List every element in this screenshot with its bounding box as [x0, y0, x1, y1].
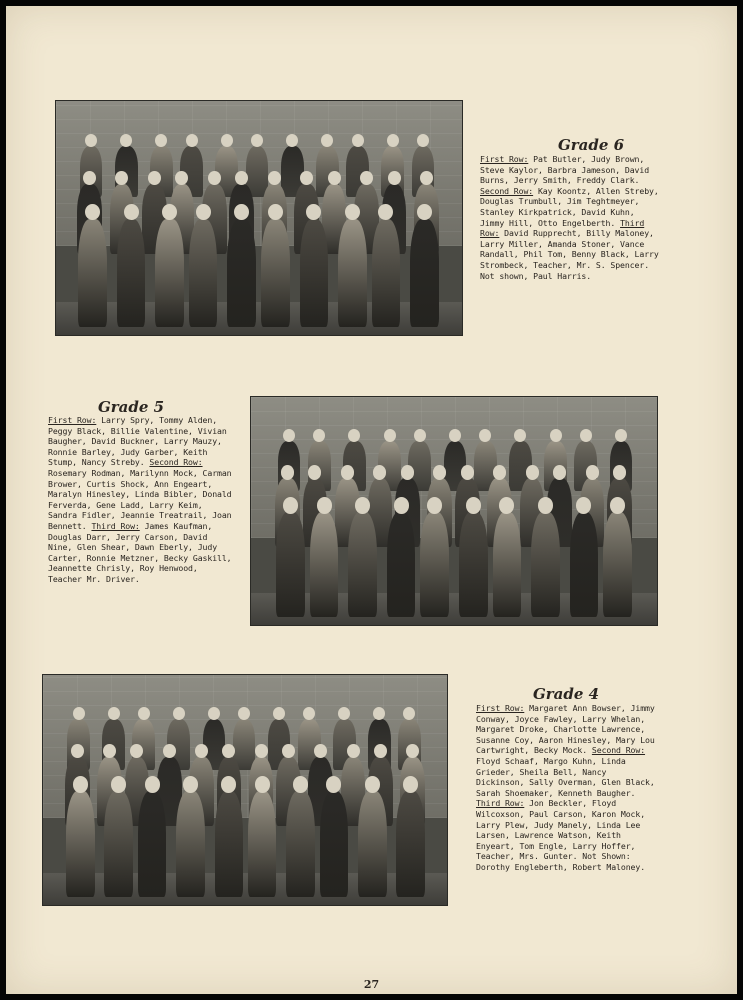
student-figure [117, 219, 146, 327]
student-figure [261, 219, 290, 327]
student-head [163, 744, 176, 758]
student-figure [227, 219, 256, 327]
student-figure [320, 791, 349, 897]
student-head [71, 744, 84, 758]
student-head [586, 465, 599, 479]
student-head [111, 776, 126, 793]
student-figure [78, 219, 107, 327]
student-figure [215, 791, 244, 897]
page-number: 27 [363, 978, 380, 991]
student-figure [410, 219, 439, 327]
student-figure [176, 791, 205, 897]
student-head [281, 465, 294, 479]
student-head [433, 465, 446, 479]
student-head [120, 134, 132, 147]
student-figure [104, 791, 133, 897]
student-head [186, 134, 198, 147]
student-head [461, 465, 474, 479]
student-head [417, 134, 429, 147]
student-head [374, 744, 387, 758]
student-head [283, 429, 295, 442]
grade6-caption: First Row: Pat Butler, Judy Brown, Steve Kaylor, Barbra Jameson, David Burns, Jerry Smith, Freddy Clark. Second Row: Kay Koontz, Allen Streby, Douglas Trumbull, Jim Teghtmeyer, Stanley Kirkpatrick, David Kuhn, Jimmy Hill, Otto Engelberth. Third Row: David Rupprecht, Billy Maloney, Larry Miller, Amanda Stoner, Vance Randall, Phil Tom, Benny Black, Larry Strombeck, Teacher, Mr. S. Spencer. Not shown, Paul Harris. [480, 154, 659, 281]
student-figure [531, 512, 560, 617]
student-head [394, 497, 409, 514]
grade4-class-photo [42, 674, 448, 906]
student-figure [420, 512, 449, 617]
student-head [286, 134, 298, 147]
student-head [384, 429, 396, 442]
student-head [124, 204, 139, 221]
student-head [414, 429, 426, 442]
student-figure [66, 791, 95, 897]
student-head [251, 134, 263, 147]
student-figure [338, 219, 367, 327]
student-head [293, 776, 308, 793]
student-figure [248, 791, 277, 897]
student-head [610, 497, 625, 514]
student-figure [348, 512, 377, 617]
student-head [538, 497, 553, 514]
student-head [73, 707, 85, 720]
student-head [255, 744, 268, 758]
student-head [365, 776, 380, 793]
student-head [221, 776, 236, 793]
student-head [449, 429, 461, 442]
student-head [550, 429, 562, 442]
student-head [73, 776, 88, 793]
student-head [387, 134, 399, 147]
student-figure [493, 512, 522, 617]
student-figure [155, 219, 184, 327]
student-figure [387, 512, 416, 617]
student-head [145, 776, 160, 793]
student-figure [372, 219, 401, 327]
student-head [328, 171, 341, 185]
student-head [466, 497, 481, 514]
student-head [526, 465, 539, 479]
student-head [401, 465, 414, 479]
student-head [221, 134, 233, 147]
student-head [427, 497, 442, 514]
student-head [255, 776, 270, 793]
student-figure [459, 512, 488, 617]
grade5-caption: First Row: Larry Spry, Tommy Alden, Peggy Black, Billie Valentine, Vivian Baugher, David Buckner, Larry Mauzy, Ronnie Barley, Judy Garber, Keith Stump, Nancy Streby. Second Row: Rosemary Rodman, Marilynn Mock, Carman Brower, Curtis Shock, Ann Engeart, Maralyn Hinesley, Linda Bibler, Donald Ferverda, Gene Ladd, Larry Keim, Sandra Fidler, Jeannie Treatrail, Joan Bennett. Third Row: James Kaufman, Douglas Darr, Jerry Carson, David Nine, Glen Shear, Dawn Eberly, Judy Carter, Ronnie Metzner, Becky Gaskill, Jeannette Chrisly, Roy Henwood, Teacher Mr. Driver. [48, 415, 232, 584]
student-head [341, 465, 354, 479]
student-figure [138, 791, 167, 897]
student-head [388, 171, 401, 185]
student-head [347, 744, 360, 758]
student-figure [570, 512, 599, 617]
student-head [580, 429, 592, 442]
student-figure [603, 512, 632, 617]
student-head [317, 497, 332, 514]
student-head [196, 204, 211, 221]
student-head [403, 776, 418, 793]
student-head [268, 204, 283, 221]
student-figure [189, 219, 218, 327]
student-head [183, 776, 198, 793]
student-head [108, 707, 120, 720]
student-head [355, 497, 370, 514]
grade4-title: Grade 4 [532, 685, 600, 703]
student-figure [358, 791, 387, 897]
grade4-caption: First Row: Margaret Ann Bowser, Jimmy Conway, Joyce Fawley, Larry Whelan, Margaret Droke, Charlotte Lawrence, Susanne Coy, Aaron Hinesley, Mary Lou Cartwright, Becky Mock. Second Row: Floyd Schaaf, Margo Kuhn, Linda Grieder, Sheila Bell, Nancy Dickinson, Sally Overman, Glen Black, Sarah Shoemaker, Kenneth Baugher. Third Row: Jon Beckler, Floyd Wilcoxson, Paul Carson, Karon Mock, Larry Plew, Judy Manely, Linda Lee Larsen, Lawrence Watson, Keith Enyeart, Tom Engle, Larry Hoffer, Teacher, Mrs. Gunter. Not Shown: Dorothy Engleberth, Robert Maloney. [476, 703, 655, 872]
grade6-class-photo [55, 100, 463, 336]
student-figure [300, 219, 329, 327]
student-figure [276, 512, 305, 617]
student-head [553, 465, 566, 479]
grade6-title: Grade 6 [557, 136, 625, 154]
student-figure [286, 791, 315, 897]
student-head [613, 465, 626, 479]
yearbook-page [6, 6, 737, 994]
student-head [85, 134, 97, 147]
student-figure [396, 791, 425, 897]
student-head [493, 465, 506, 479]
student-head [283, 497, 298, 514]
grade5-title: Grade 5 [97, 398, 165, 416]
grade5-class-photo [250, 396, 658, 626]
student-figure [310, 512, 339, 617]
student-head [352, 134, 364, 147]
